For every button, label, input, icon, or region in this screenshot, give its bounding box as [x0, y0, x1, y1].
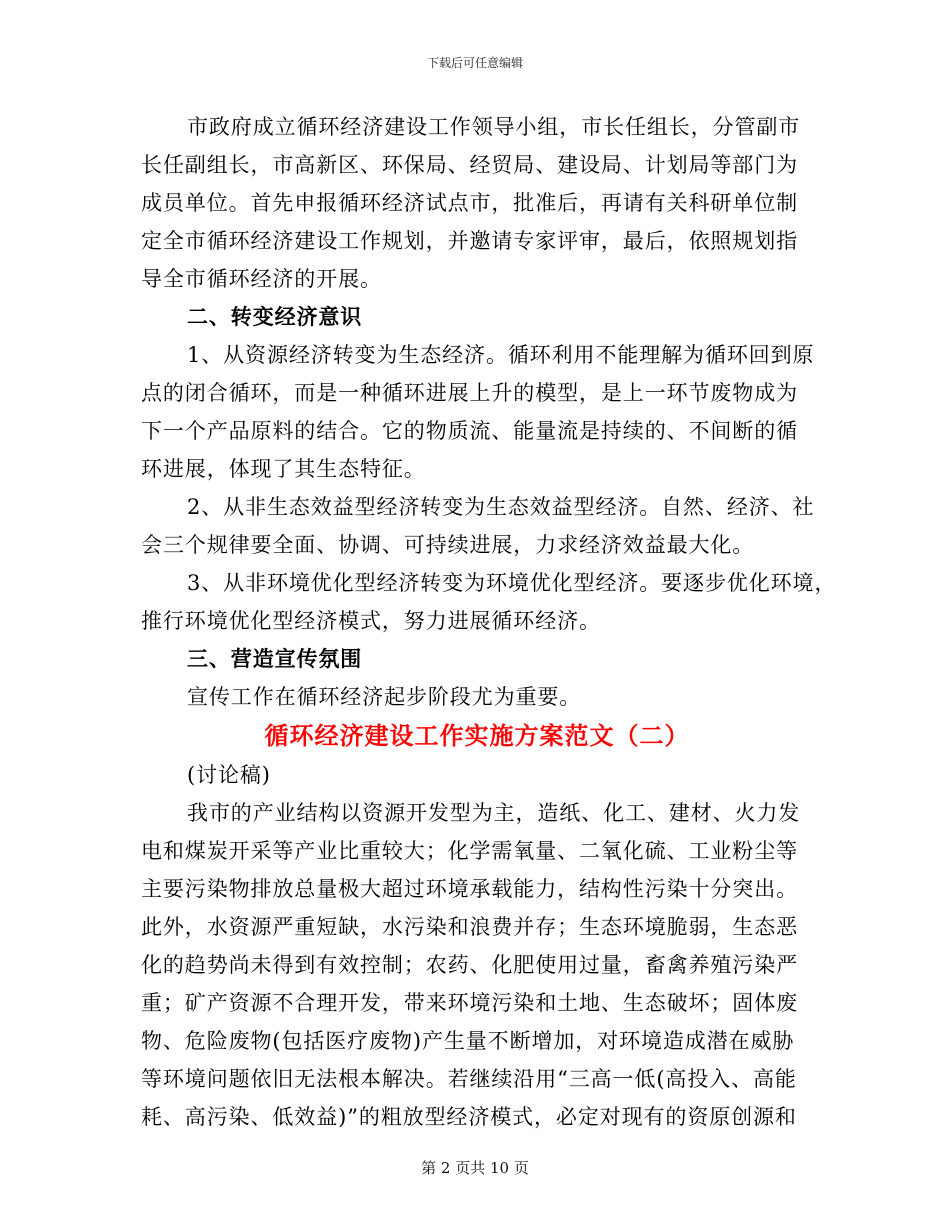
text-line: 此外，水资源严重短缺，水污染和浪费并存；生态环境脆弱，生态恶 [141, 915, 798, 939]
document-body [141, 108, 837, 1136]
text-line: (讨论稿) [187, 763, 271, 787]
text-line: 电和煤炭开采等产业比重较大；化学需氧量、二氧化硫、工业粉尘等 [141, 839, 798, 863]
paragraph-block-1 [141, 108, 837, 716]
text-line: 我市的产业结构以资源开发型为主，造纸、化工、建材、火力发 [187, 801, 801, 825]
text-line: 物、危险废物(包括医疗废物)产生量不断增加，对环境造成潜在威胁 [141, 1029, 795, 1053]
text-line: 重；矿产资源不合理开发，带来环境污染和土地、生态破坏；固体废 [141, 991, 798, 1015]
text-line: 成员单位。首先申报循环经济试点市，批准后，再请有关科研单位制 [141, 191, 798, 215]
text-line: 会三个规律要全面、协调、可持续进展，力求经济效益最大化。 [141, 533, 755, 557]
section-title: 循环经济建设工作实施方案范文（二） [264, 721, 690, 750]
text-line: 主要污染物排放总量极大超过环境承载能力，结构性污染十分突出。 [141, 877, 798, 901]
paragraph-block-2 [141, 756, 813, 1136]
text-line: 3、从非环境优化型经济转变为环境优化型经济。要逐步优化环境， [187, 571, 837, 595]
text-line: 市政府成立循环经济建设工作领导小组，市长任组长，分管副市 [187, 115, 801, 139]
text-line: 1、从资源经济转变为生态经济。循环利用不能理解为循环回到原 [187, 343, 815, 367]
section-heading: 三、营造宣传氛围 [187, 646, 363, 671]
text-line: 2、从非生态效益型经济转变为生态效益型经济。自然、经济、社 [187, 495, 815, 519]
section-heading: 二、转变经济意识 [187, 304, 363, 329]
page-footer: 第 2 页共 10 页 [421, 1159, 529, 1177]
text-line: 点的闭合循环，而是一种循环进展上升的模型，是上一环节废物成为 [141, 381, 798, 405]
text-line: 化的趋势尚未得到有效控制；农药、化肥使用过量，畜禽养殖污染严 [141, 953, 798, 977]
text-line: 定全市循环经济建设工作规划，并邀请专家评审，最后，依照规划指 [141, 229, 798, 253]
text-line: 推行环境优化型经济模式，努力进展循环经济。 [141, 609, 601, 633]
text-line: 下一个产品原料的结合。它的物质流、能量流是持续的、不间断的循 [141, 419, 798, 443]
text-line: 等环境问题依旧无法根本解决。若继续沿用“三高一低(高投入、高能 [141, 1067, 797, 1091]
text-line: 长任副组长，市高新区、环保局、经贸局、建设局、计划局等部门为 [141, 153, 798, 177]
text-line: 环进展，体现了其生态特征。 [141, 457, 426, 481]
text-line: 耗、高污染、低效益)”的粗放型经济模式，必定对现有的资原创源和 [141, 1105, 797, 1129]
text-line: 宣传工作在循环经济起步阶段尤为重要。 [187, 685, 582, 709]
text-line: 导全市循环经济的开展。 [141, 267, 382, 291]
page-header: 下载后可任意编辑 [426, 56, 523, 70]
